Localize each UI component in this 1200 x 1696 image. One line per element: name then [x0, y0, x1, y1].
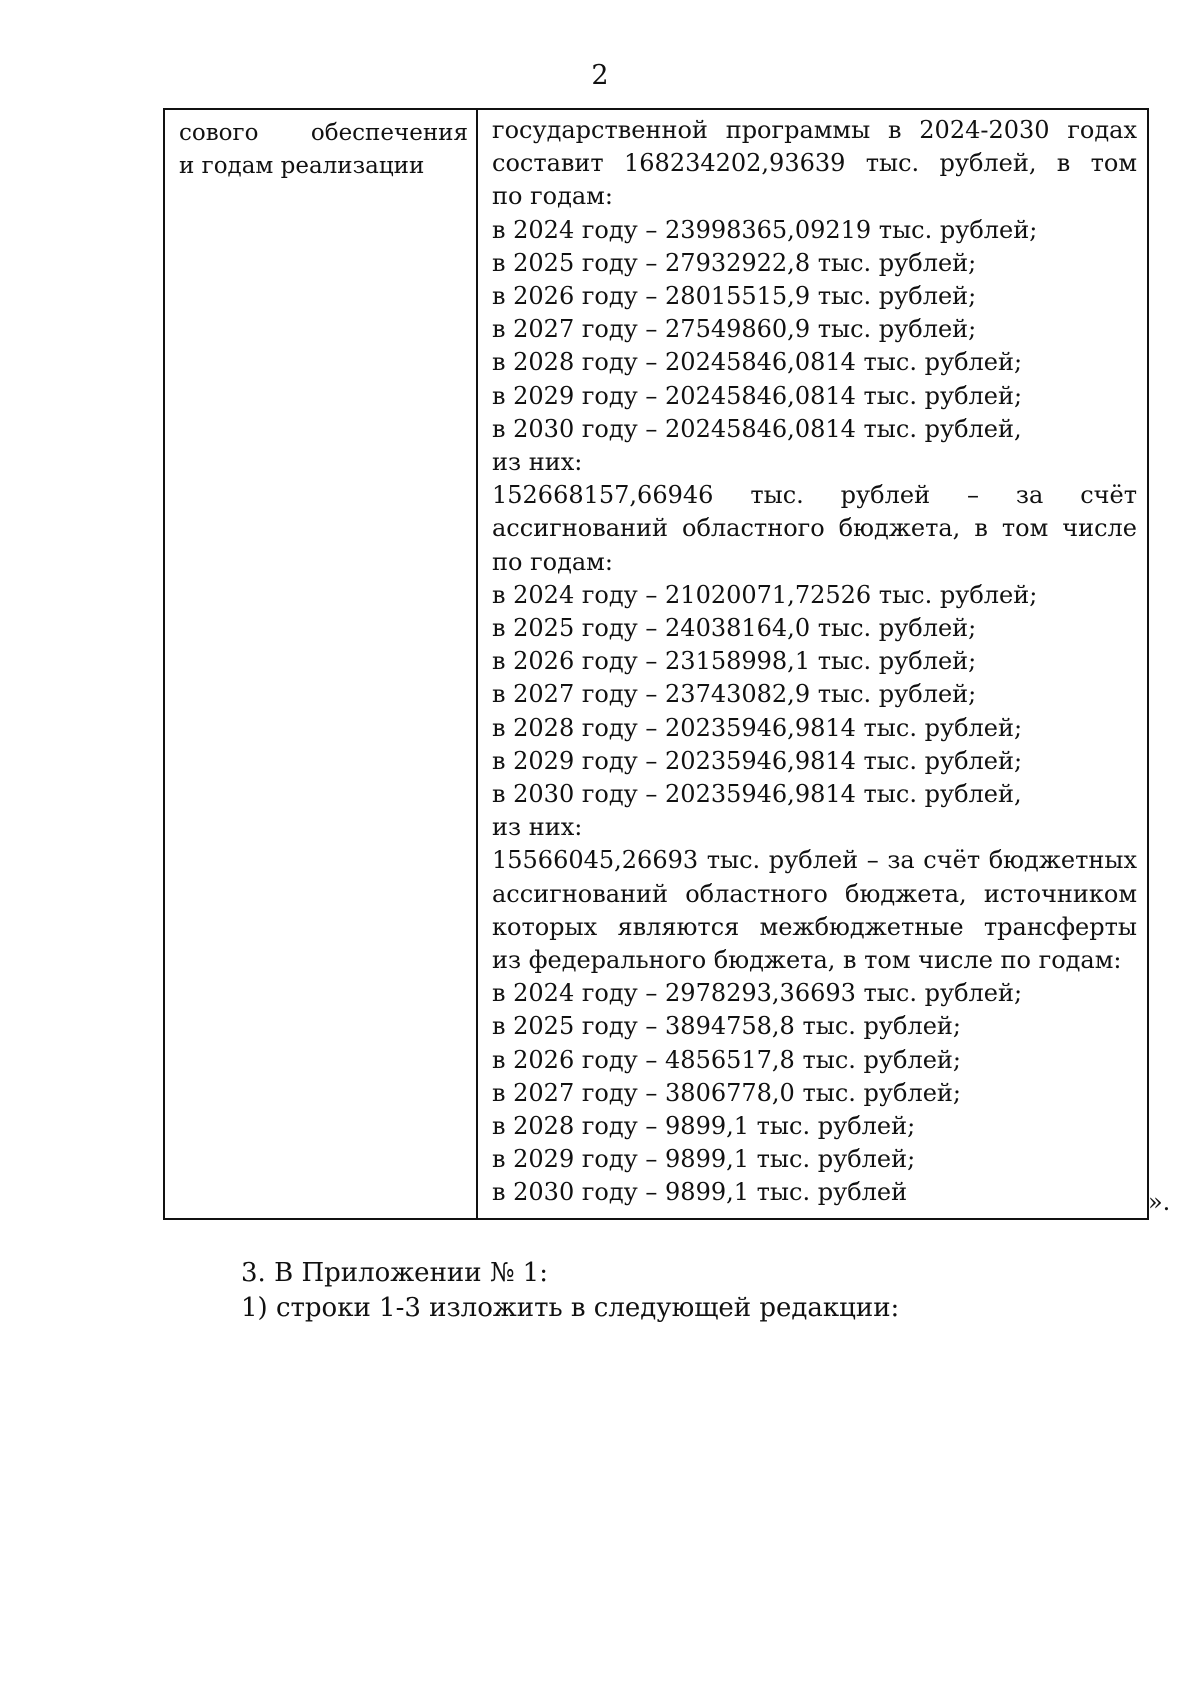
- amendment-table: [163, 108, 1149, 1220]
- left-cell-line: сового обеспечения: [179, 120, 468, 146]
- right-cell-line: в 2029 году – 20245846,0814 тыс. рублей;: [492, 381, 1023, 410]
- right-cell-line: в 2030 году – 9899,1 тыс. рублей: [492, 1178, 908, 1207]
- right-cell-line: по годам:: [492, 182, 613, 211]
- table-left-cell: [165, 110, 478, 1218]
- right-cell-line: в 2030 году – 20245846,0814 тыс. рублей,: [492, 414, 1022, 443]
- right-cell-line: в 2025 году – 27932922,8 тыс. рублей;: [492, 248, 977, 277]
- page-number: 2: [591, 60, 609, 91]
- left-cell-line: и годам реализации: [179, 153, 425, 180]
- right-cell-line: ассигнований областного бюджета, в том числе: [492, 514, 1137, 543]
- right-cell-line: в 2030 году – 20235946,9814 тыс. рублей,: [492, 780, 1022, 808]
- right-cell-line: из них:: [492, 813, 583, 842]
- right-cell-line: из них:: [492, 448, 583, 476]
- closing-quote: ».: [1148, 1188, 1171, 1216]
- right-cell-line: составит 168234202,93639 тыс. рублей, в том: [492, 149, 1137, 178]
- right-cell-line: в 2027 году – 27549860,9 тыс. рублей;: [492, 315, 977, 344]
- amendment-paragraphs: [241, 1256, 899, 1326]
- right-cell-line: в 2026 году – 28015515,9 тыс. рублей;: [492, 281, 977, 310]
- paragraph-item: 3. В Приложении № 1:: [241, 1258, 548, 1288]
- right-cell-line: в 2024 году – 23998365,09219 тыс. рублей;: [492, 215, 1038, 244]
- right-cell-line: в 2026 году – 23158998,1 тыс. рублей;: [492, 647, 977, 676]
- right-cell-line: из федерального бюджета, в том числе по годам:: [492, 945, 1122, 974]
- right-cell-line: государственной программы в 2024-2030 годах: [492, 116, 1137, 144]
- right-cell-line: в 2024 году – 21020071,72526 тыс. рублей;: [492, 580, 1038, 609]
- right-cell-line: в 2026 году – 4856517,8 тыс. рублей;: [492, 1045, 961, 1074]
- right-cell-line: в 2025 году – 24038164,0 тыс. рублей;: [492, 613, 977, 642]
- right-cell-line: ассигнований областного бюджета, источником: [492, 879, 1137, 908]
- right-cell-line: в 2029 году – 20235946,9814 тыс. рублей;: [492, 746, 1023, 775]
- right-cell-line: в 2024 году – 2978293,36693 тыс. рублей;: [492, 979, 1023, 1008]
- right-cell-line: в 2028 году – 9899,1 тыс. рублей;: [492, 1111, 916, 1140]
- right-cell-line: в 2028 году – 20245846,0814 тыс. рублей;: [492, 348, 1023, 377]
- right-cell-line: в 2027 году – 23743082,9 тыс. рублей;: [492, 680, 977, 709]
- paragraph-item: 1) строки 1-3 изложить в следующей редакции:: [241, 1293, 900, 1323]
- right-cell-line: которых являются межбюджетные трансферты: [492, 912, 1137, 941]
- right-cell-line: 15566045,26693 тыс. рублей – за счёт бюджетных: [492, 846, 1137, 875]
- right-cell-line: 152668157,66946 тыс. рублей – за счёт: [492, 481, 1137, 510]
- right-cell-line: по годам:: [492, 547, 613, 576]
- table-right-cell: [478, 110, 1147, 1218]
- right-cell-line: в 2028 году – 20235946,9814 тыс. рублей;: [492, 713, 1023, 742]
- right-cell-line: в 2029 году – 9899,1 тыс. рублей;: [492, 1145, 916, 1174]
- right-cell-line: в 2027 году – 3806778,0 тыс. рублей;: [492, 1078, 961, 1107]
- right-cell-line: в 2025 году – 3894758,8 тыс. рублей;: [492, 1012, 961, 1041]
